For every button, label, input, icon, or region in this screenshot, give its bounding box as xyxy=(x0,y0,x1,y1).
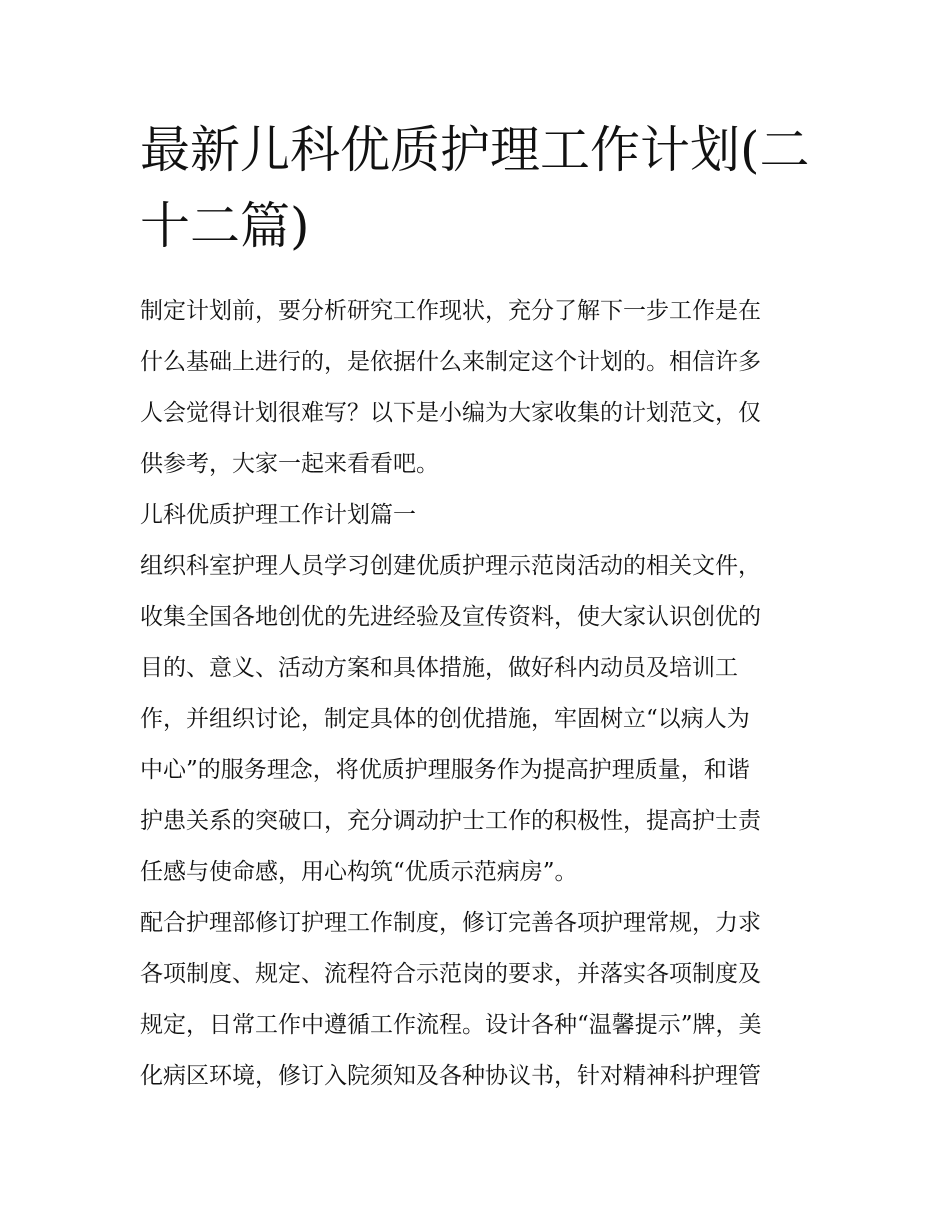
intro-line: 制定计划前，要分析研究工作现状，充分了解下一步工作是在 xyxy=(140,298,761,324)
paragraph-line: 任感与使命感，用心构筑“优质示范病房”。 xyxy=(140,859,578,885)
paragraph-line: 收集全国各地创优的先进经验及宣传资料，使大家认识创优的 xyxy=(140,604,761,630)
section-heading: 儿科优质护理工作计划篇一 xyxy=(140,502,416,528)
paragraph-line: 护患关系的突破口，充分调动护士工作的积极性，提高护士责 xyxy=(140,808,761,834)
paragraph-line: 化病区环境，修订入院须知及各种协议书，针对精神科护理管 xyxy=(140,1063,761,1089)
intro-line: 人会觉得计划很难写？以下是小编为大家收集的计划范文，仅 xyxy=(140,400,761,426)
paragraph-line: 各项制度、规定、流程符合示范岗的要求，并落实各项制度及 xyxy=(140,961,761,987)
paragraph-line: 组织科室护理人员学习创建优质护理示范岗活动的相关文件， xyxy=(140,553,761,579)
paragraph-line: 中心”的服务理念，将优质护理服务作为提高护理质量，和谐 xyxy=(140,757,750,783)
intro-line: 供参考，大家一起来看看吧。 xyxy=(140,451,439,477)
intro-paragraph xyxy=(140,286,812,490)
paragraph-1 xyxy=(140,541,812,898)
document-title xyxy=(140,112,812,264)
document-content xyxy=(140,112,812,1102)
paragraph-2 xyxy=(140,898,812,1102)
paragraph-line: 规定，日常工作中遵循工作流程。设计各种“温馨提示”牌，美 xyxy=(140,1012,762,1038)
paragraph-line: 配合护理部修订护理工作制度，修订完善各项护理常规，力求 xyxy=(140,910,761,936)
paragraph-line: 目的、意义、活动方案和具体措施，做好科内动员及培训工 xyxy=(140,655,738,681)
title-line: 十二篇) xyxy=(140,197,310,255)
paragraph-line: 作，并组织讨论，制定具体的创优措施，牢固树立“以病人为 xyxy=(140,706,750,732)
title-line: 最新儿科优质护理工作计划(二 xyxy=(140,121,810,179)
intro-line: 什么基础上进行的，是依据什么来制定这个计划的。相信许多 xyxy=(140,349,761,375)
